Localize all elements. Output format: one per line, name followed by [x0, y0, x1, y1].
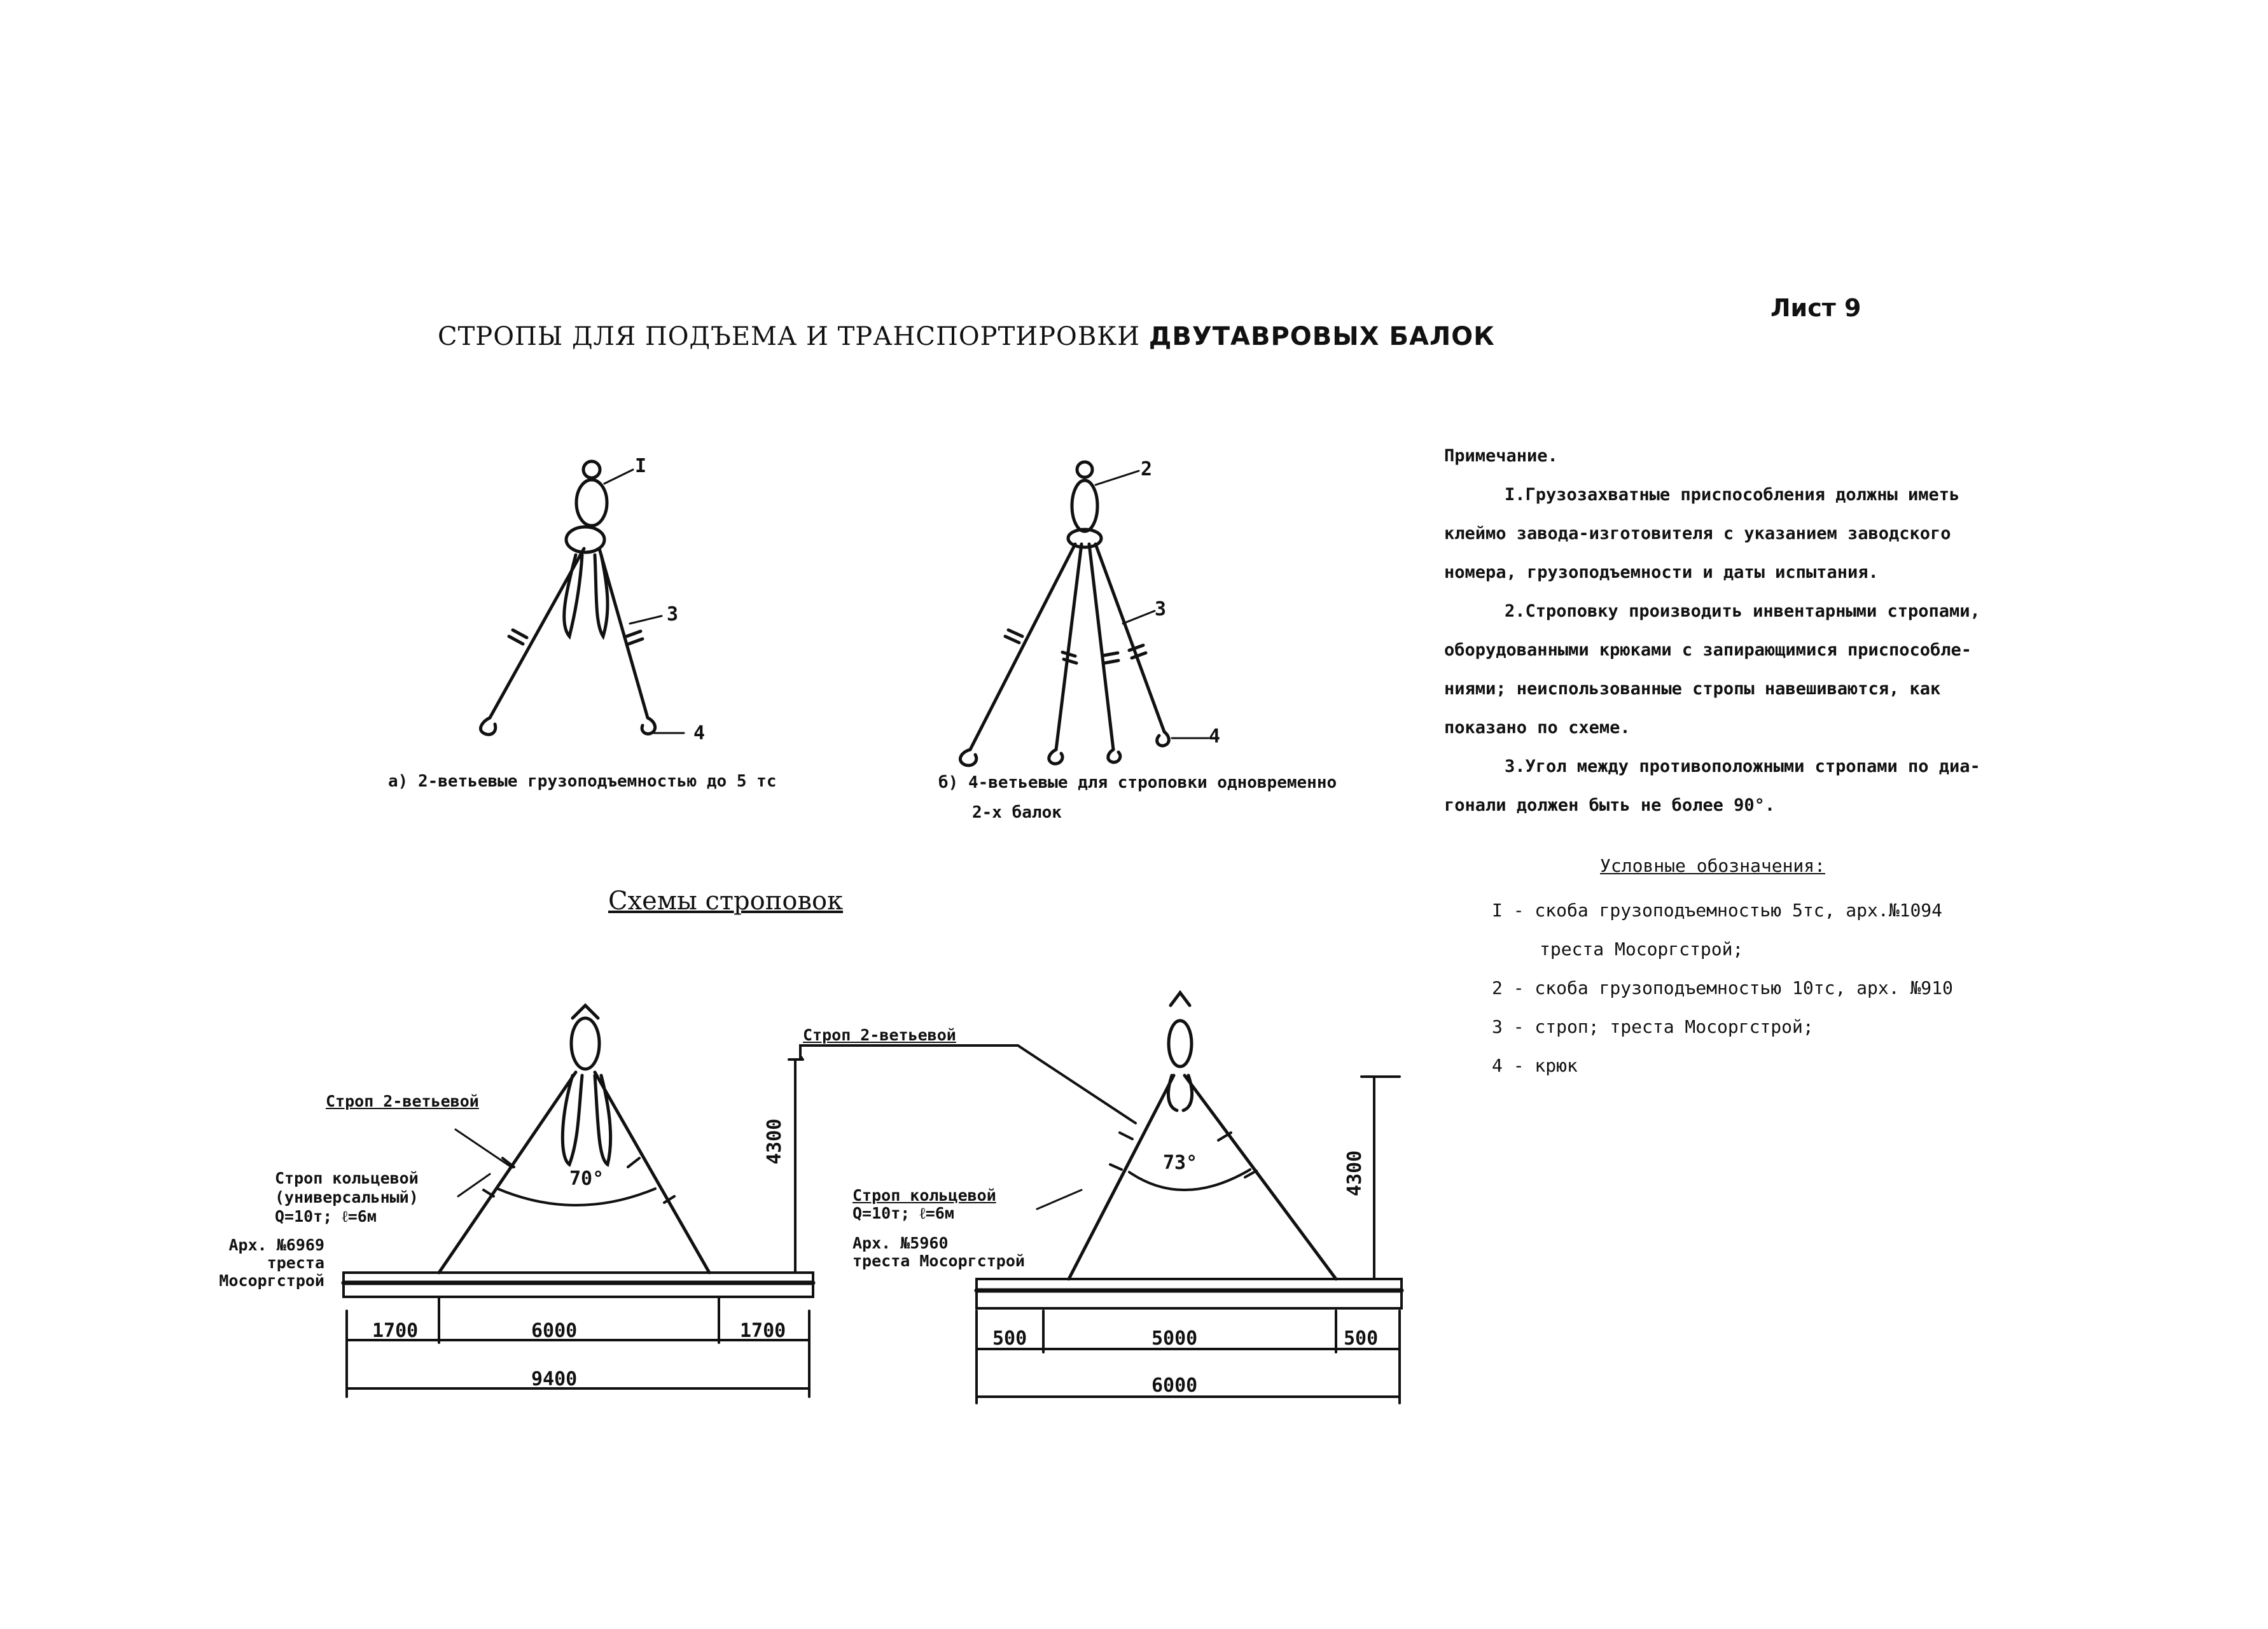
label-line: Q=10т; ℓ=6м: [275, 1207, 377, 1226]
label-line: Арх. №6969: [228, 1236, 324, 1254]
right-sling-label: Строп 2-ветьевой: [803, 1026, 956, 1044]
left-dim-right: 1700: [740, 1320, 786, 1342]
marker-4: 4: [693, 722, 706, 745]
note-line: клеймо завода-изготовителя с указанием заводского: [1444, 524, 1951, 543]
label-line: Строп кольцевой: [852, 1186, 996, 1205]
right-dim-left: 500: [992, 1327, 1027, 1350]
beam-right: [977, 1279, 1402, 1308]
marker-3: 3: [1155, 598, 1167, 620]
right-archive-label: [852, 1234, 1025, 1270]
shackle-2-icon: [1077, 462, 1092, 477]
note-line: I.Грузозахватные приспособления должны иметь: [1505, 485, 1960, 505]
right-dim-total: 6000: [1151, 1374, 1198, 1397]
label-line: треста Мосоргстрой: [852, 1252, 1025, 1270]
shackle-1-icon: [583, 461, 600, 478]
label-line: Строп кольцевой: [275, 1169, 419, 1187]
title-part-b: ДВУТАВРОВЫХ БАЛОК: [1148, 322, 1495, 351]
sling-2-leg-diagram: [480, 461, 684, 734]
hook-icon: [960, 750, 976, 766]
right-ring-label: [852, 1187, 996, 1222]
marker-1: I: [635, 455, 647, 477]
legend-item: I - скоба грузоподъемностью 5тс, арх.№1094: [1492, 900, 1943, 921]
hook-icon: [1108, 750, 1120, 762]
notes-block: [1444, 437, 1980, 825]
marker-2: 2: [1141, 458, 1153, 480]
caption-a: а) 2-ветьевые грузоподъемностью до 5 тс: [388, 772, 777, 791]
left-sling-label: Строп 2-ветьевой: [326, 1092, 479, 1110]
label-line: Мосоргстрой: [219, 1271, 324, 1290]
legend-item: 2 - скоба грузоподъемностью 10тс, арх. №910: [1492, 977, 1953, 998]
right-height: 4300: [1344, 1150, 1366, 1196]
left-ring-label: [275, 1169, 419, 1226]
note-line: ниями; неиспользованные стропы навешиваются, как: [1444, 679, 1941, 699]
right-dim-mid: 5000: [1151, 1327, 1198, 1350]
hook-icon: [1157, 732, 1169, 746]
sheet-number: Лист 9: [1771, 294, 1861, 322]
legend-item: треста Мосоргстрой;: [1540, 939, 1744, 960]
title-part-a: СТРОПЫ ДЛЯ ПОДЪЕМА И ТРАНСПОРТИРОВКИ: [438, 322, 1141, 351]
left-angle: 70°: [569, 1168, 604, 1190]
right-dim-right: 500: [1344, 1327, 1379, 1350]
left-dim-total: 9400: [531, 1368, 578, 1390]
marker-3: 3: [667, 603, 679, 626]
legend-item: 3 - строп; треста Мосоргстрой;: [1492, 1016, 1814, 1037]
hook-icon: [1049, 750, 1062, 764]
left-dim-mid: 6000: [531, 1320, 578, 1342]
label-line: (универсальный): [275, 1188, 419, 1206]
caption-b-line2: 2-х балок: [972, 803, 1062, 822]
left-dim-left: 1700: [372, 1320, 419, 1342]
marker-4: 4: [1209, 725, 1221, 748]
note-line: номера, грузоподъемности и даты испытания.: [1444, 563, 1879, 582]
sling-4-leg-diagram: [960, 462, 1209, 766]
note-line: 2.Строповку производить инвентарными стропами,: [1505, 601, 1980, 621]
left-archive-label: [191, 1236, 324, 1290]
schemes-title: Схемы строповок: [608, 886, 844, 916]
notes-heading: Примечание.: [1444, 446, 1558, 466]
left-height: 4300: [763, 1118, 786, 1164]
right-angle: 73°: [1163, 1152, 1198, 1174]
legend-heading: Условные обозначения:: [1600, 855, 1826, 876]
note-line: 3.Угол между противоположными стропами по диа-: [1505, 757, 1980, 776]
legend-item: 4 - крюк: [1492, 1055, 1578, 1076]
hook-icon: [480, 718, 495, 734]
label-line: Q=10т; ℓ=6м: [852, 1204, 954, 1222]
note-line: гонали должен быть не более 90°.: [1444, 795, 1776, 815]
legend-block: [1492, 891, 1953, 1085]
note-line: показано по схеме.: [1444, 718, 1631, 738]
caption-b-line1: б) 4-ветьевые для строповки одновременно: [938, 773, 1337, 792]
hook-icon: [642, 718, 655, 734]
label-line: треста: [267, 1254, 324, 1272]
note-line: оборудованными крюками с запирающимися приспособле-: [1444, 640, 1972, 660]
label-line: Арх. №5960: [852, 1234, 949, 1252]
